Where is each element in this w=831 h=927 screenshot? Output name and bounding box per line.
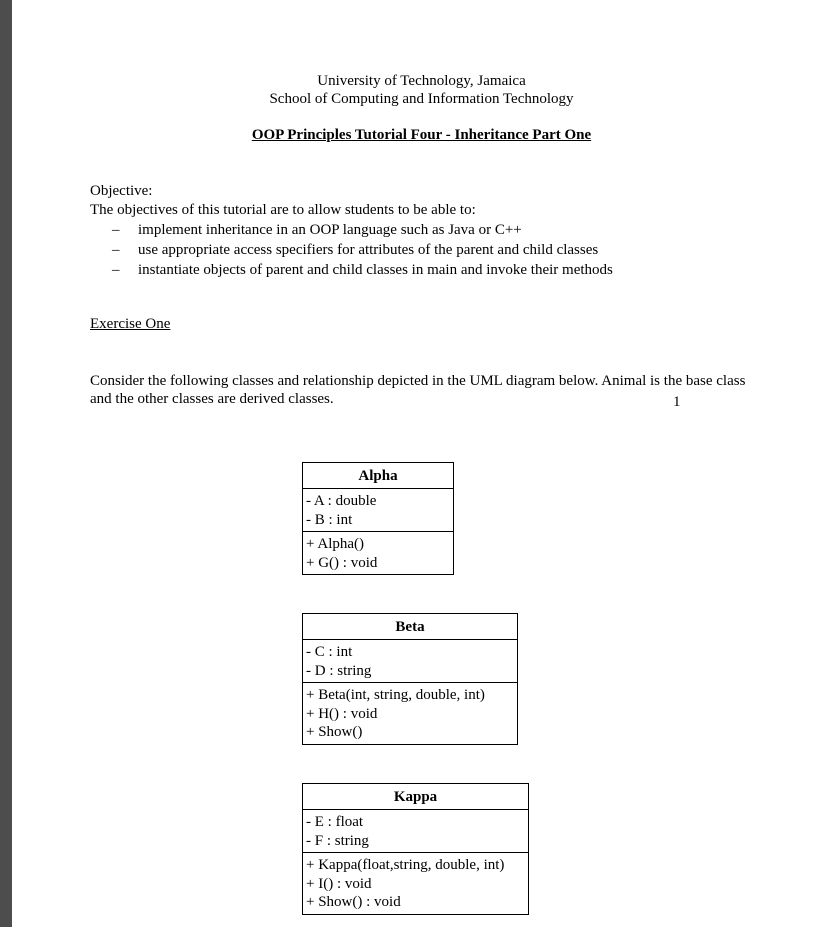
- objective-list: [90, 220, 790, 280]
- school-name: School of Computing and Information Technology: [269, 91, 574, 107]
- uml-class-name: Beta: [303, 614, 517, 640]
- uml-attribute: - A : double: [306, 493, 377, 509]
- objective-intro: The objectives of this tutorial are to allow students to be able to:: [90, 202, 476, 218]
- uml-attribute: - C : int: [306, 644, 353, 660]
- uml-class-kappa: [302, 783, 529, 915]
- uml-method: + Kappa(float,string, double, int): [306, 857, 505, 873]
- objective-item: – instantiate objects of parent and child classes in main and invoke their methods: [112, 262, 613, 278]
- uml-methods: [303, 682, 517, 744]
- dash-bullet: –: [112, 242, 120, 258]
- uml-class-name: Alpha: [303, 463, 453, 489]
- uml-attributes: [303, 489, 453, 531]
- uml-method: + I() : void: [306, 875, 372, 892]
- objective-section: [90, 182, 790, 280]
- uml-attribute: - F : string: [306, 832, 369, 849]
- uml-class-alpha: [302, 462, 454, 575]
- objective-item: – implement inheritance in an OOP language such as Java or C++: [112, 222, 522, 238]
- viewer-left-border: [0, 0, 12, 927]
- uml-methods: [303, 852, 528, 914]
- dash-bullet: –: [112, 222, 120, 238]
- tutorial-title: OOP Principles Tutorial Four - Inheritance Part One: [251, 127, 592, 143]
- university-name: University of Technology, Jamaica: [317, 73, 526, 89]
- uml-attributes: [303, 640, 517, 682]
- uml-attributes: [303, 810, 528, 852]
- uml-attribute: - E : float: [306, 814, 364, 830]
- uml-method: + Beta(int, string, double, int): [306, 687, 485, 703]
- objective-item: – use appropriate access specifiers for attributes of the parent and child classes: [112, 242, 599, 258]
- page-number: 1: [673, 394, 681, 410]
- uml-class-name: Kappa: [303, 784, 528, 810]
- document-header: [12, 72, 831, 108]
- uml-attribute: - B : int: [306, 511, 353, 528]
- uml-method: + G() : void: [306, 554, 378, 571]
- uml-attribute: - D : string: [306, 662, 372, 679]
- exercise-heading: Exercise One: [90, 316, 171, 332]
- uml-methods: [303, 531, 453, 574]
- exercise-paragraph: Consider the following classes and relationship depicted in the UML diagram below. Animal is the base class and the other classes are derived classes.: [90, 373, 746, 407]
- dash-bullet: –: [112, 262, 120, 278]
- uml-method: + Alpha(): [306, 536, 365, 552]
- uml-method: + Show() : void: [306, 894, 401, 910]
- uml-method: + H() : void: [306, 705, 378, 722]
- uml-method: + Show(): [306, 724, 363, 740]
- uml-class-beta: [302, 613, 518, 745]
- objective-label: Objective:: [90, 183, 153, 199]
